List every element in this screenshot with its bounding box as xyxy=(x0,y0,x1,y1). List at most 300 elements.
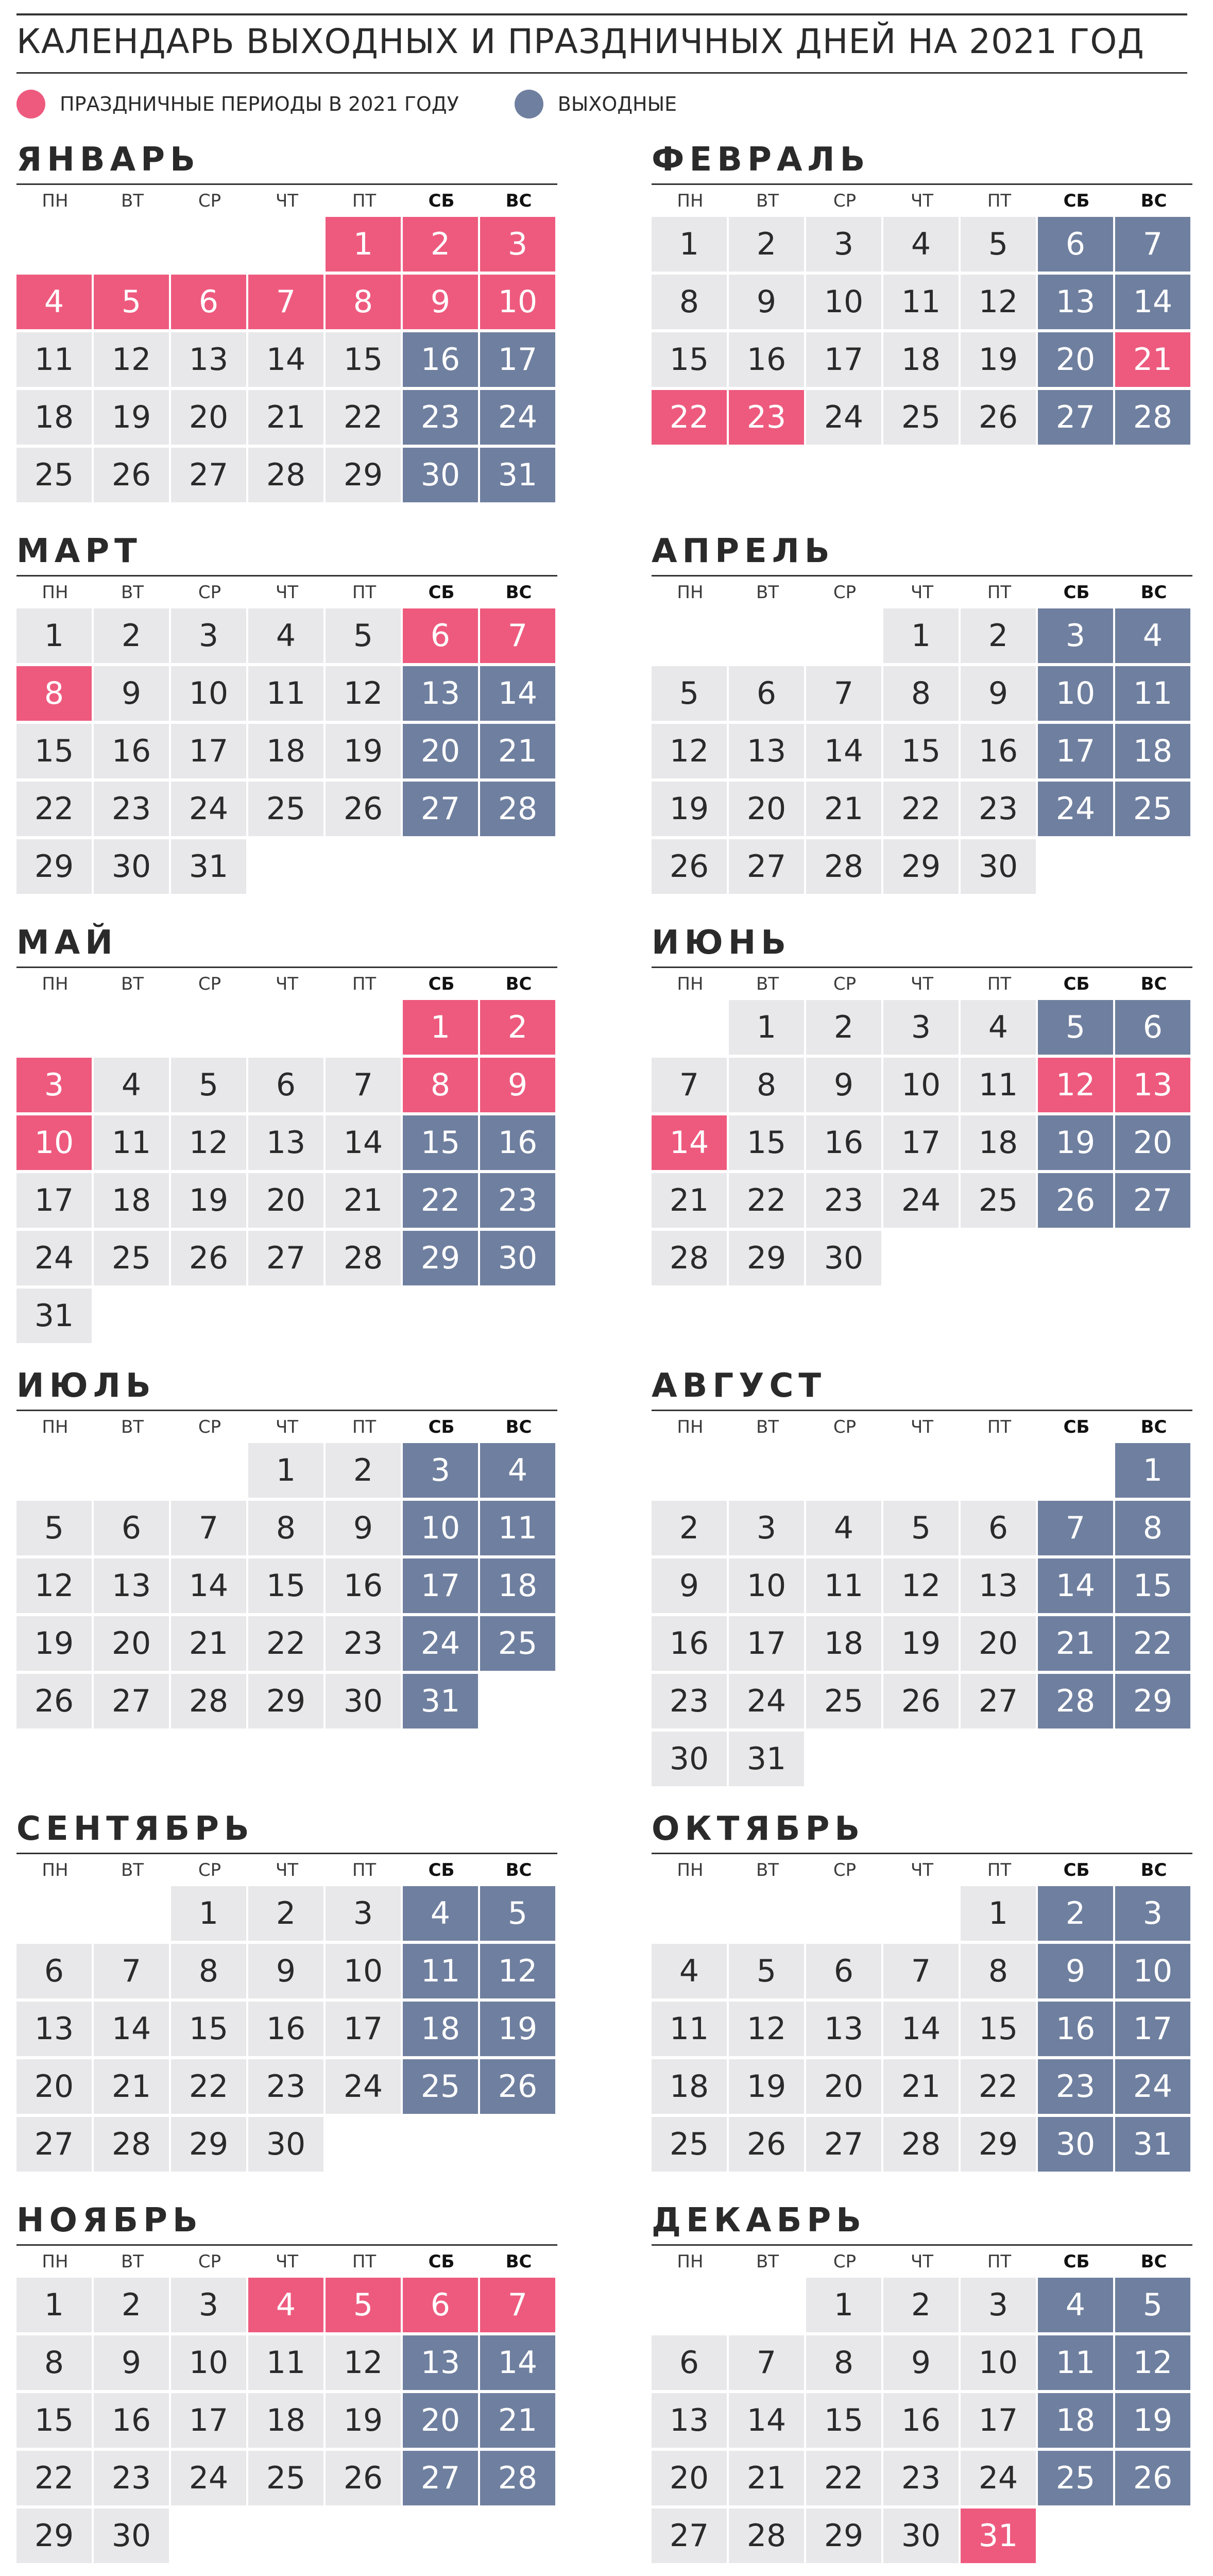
day-grid xyxy=(652,1443,1192,1786)
weekday-label: ЧТ xyxy=(275,2251,299,2272)
weekday-label: ПТ xyxy=(352,191,377,211)
day-cell: 23 xyxy=(961,782,1036,836)
month-name: МАРТ xyxy=(16,532,142,570)
day-cell: 23 xyxy=(806,1173,881,1228)
day-cell: 26 xyxy=(16,1674,92,1728)
weekend-day-cell: 8 xyxy=(1115,1501,1190,1555)
weekend-day-cell: 5 xyxy=(480,1886,555,1941)
day-cell: 21 xyxy=(883,2059,959,2114)
weekday-label: ВТ xyxy=(121,2251,144,2272)
weekday-label: ПН xyxy=(677,974,704,994)
weekday-label: СБ xyxy=(428,974,455,994)
legend-holiday xyxy=(16,90,459,118)
day-cell: 27 xyxy=(171,448,246,502)
day-cell: 26 xyxy=(883,1674,959,1728)
holiday-day-cell: 7 xyxy=(480,2278,555,2332)
weekday-label: ПТ xyxy=(352,1417,377,1437)
holiday-day-cell: 6 xyxy=(171,275,246,329)
weekday-label: СБ xyxy=(1063,191,1090,211)
month-name: СЕНТЯБРЬ xyxy=(16,1810,254,1848)
legend-holiday-label: ПРАЗДНИЧНЫЕ ПЕРИОДЫ В 2021 ГОДУ xyxy=(60,93,459,115)
month-name: ИЮЛЬ xyxy=(16,1367,156,1405)
day-cell: 7 xyxy=(652,1058,727,1112)
day-cell: 12 xyxy=(652,724,727,778)
holiday-day-cell: 6 xyxy=(403,2278,478,2332)
empty-cell xyxy=(94,217,169,272)
day-cell: 31 xyxy=(171,839,246,894)
holiday-day-cell: 8 xyxy=(403,1058,478,1112)
day-cell: 14 xyxy=(326,1115,401,1170)
day-cell: 7 xyxy=(94,1944,169,1998)
empty-cell xyxy=(94,1886,169,1941)
day-cell: 17 xyxy=(883,1115,959,1170)
holiday-day-cell: 5 xyxy=(94,275,169,329)
weekend-day-cell: 12 xyxy=(480,1944,555,1998)
weekday-label: СБ xyxy=(1063,1860,1090,1880)
day-cell: 8 xyxy=(883,666,959,721)
weekday-label: ЧТ xyxy=(910,1860,934,1880)
day-cell: 19 xyxy=(326,2393,401,2448)
day-cell: 27 xyxy=(806,2117,881,2172)
weekday-label: ЧТ xyxy=(275,582,299,603)
holiday-day-cell: 13 xyxy=(1115,1058,1190,1112)
weekend-swatch-icon xyxy=(515,90,543,118)
day-cell: 3 xyxy=(171,608,246,663)
day-grid xyxy=(16,1886,557,2172)
weekend-day-cell: 9 xyxy=(1038,1944,1113,1998)
empty-cell xyxy=(652,2278,727,2332)
weekday-label: СБ xyxy=(1063,2251,1090,2272)
empty-cell xyxy=(961,1443,1036,1498)
day-cell: 24 xyxy=(326,2059,401,2114)
day-cell: 10 xyxy=(171,2335,246,2390)
empty-cell xyxy=(806,1886,881,1941)
weekend-day-cell: 20 xyxy=(1115,1115,1190,1170)
weekday-label: ПН xyxy=(677,2251,704,2272)
day-cell: 20 xyxy=(961,1616,1036,1671)
day-cell: 8 xyxy=(171,1944,246,1998)
day-cell: 28 xyxy=(171,1674,246,1728)
weekend-day-cell: 3 xyxy=(403,1443,478,1498)
day-cell: 2 xyxy=(326,1443,401,1498)
weekend-day-cell: 28 xyxy=(1038,1674,1113,1728)
day-cell: 15 xyxy=(729,1115,804,1170)
weekday-label: СБ xyxy=(428,1860,455,1880)
weekday-label: ВТ xyxy=(121,582,144,603)
weekend-day-cell: 13 xyxy=(403,666,478,721)
weekend-day-cell: 3 xyxy=(1115,1886,1190,1941)
weekday-label: СБ xyxy=(1063,1417,1090,1437)
weekday-label: ВС xyxy=(1140,1860,1167,1880)
day-cell: 21 xyxy=(652,1173,727,1228)
day-cell: 16 xyxy=(729,332,804,387)
day-cell: 25 xyxy=(883,390,959,445)
day-cell: 26 xyxy=(729,2117,804,2172)
day-cell: 29 xyxy=(961,2117,1036,2172)
day-cell: 11 xyxy=(961,1058,1036,1112)
weekday-label: ВС xyxy=(1140,582,1167,603)
day-cell: 22 xyxy=(16,782,92,836)
day-cell: 20 xyxy=(94,1616,169,1671)
weekend-day-cell: 11 xyxy=(480,1501,555,1555)
day-cell: 8 xyxy=(729,1058,804,1112)
day-cell: 19 xyxy=(16,1616,92,1671)
weekend-day-cell: 13 xyxy=(403,2335,478,2390)
day-cell: 18 xyxy=(248,2393,323,2448)
day-cell: 27 xyxy=(961,1674,1036,1728)
weekday-label: СР xyxy=(198,974,221,994)
day-cell: 29 xyxy=(16,2509,92,2563)
weekday-label: ВТ xyxy=(121,1860,144,1880)
day-cell: 20 xyxy=(248,1173,323,1228)
holiday-day-cell: 6 xyxy=(403,608,478,663)
month-name: МАЙ xyxy=(16,924,118,962)
weekday-label: ВС xyxy=(505,974,532,994)
weekend-day-cell: 20 xyxy=(403,724,478,778)
weekday-header xyxy=(652,1411,1192,1443)
day-cell: 29 xyxy=(883,839,959,894)
weekday-label: ВТ xyxy=(121,974,144,994)
weekday-label: ВС xyxy=(505,582,532,603)
weekend-day-cell: 2 xyxy=(1038,1886,1113,1941)
day-cell: 19 xyxy=(326,724,401,778)
weekday-label: СР xyxy=(833,191,857,211)
day-cell: 29 xyxy=(16,839,92,894)
month-name: АПРЕЛЬ xyxy=(652,532,835,570)
weekday-label: ЧТ xyxy=(275,1417,299,1437)
day-cell: 8 xyxy=(806,2335,881,2390)
empty-cell xyxy=(883,1443,959,1498)
day-cell: 25 xyxy=(94,1231,169,1285)
day-cell: 15 xyxy=(16,2393,92,2448)
day-cell: 24 xyxy=(806,390,881,445)
weekday-label: СБ xyxy=(1063,582,1090,603)
day-cell: 2 xyxy=(806,1000,881,1055)
day-cell: 19 xyxy=(652,782,727,836)
day-cell: 9 xyxy=(806,1058,881,1112)
day-cell: 25 xyxy=(248,782,323,836)
holiday-day-cell: 7 xyxy=(248,275,323,329)
weekend-day-cell: 27 xyxy=(403,2451,478,2505)
weekend-day-cell: 22 xyxy=(1115,1616,1190,1671)
holiday-day-cell: 3 xyxy=(16,1058,92,1112)
day-cell: 10 xyxy=(326,1944,401,1998)
weekday-header xyxy=(16,968,557,1000)
empty-cell xyxy=(883,1886,959,1941)
day-cell: 12 xyxy=(883,1558,959,1613)
day-grid xyxy=(16,217,557,502)
day-cell: 5 xyxy=(171,1058,246,1112)
day-cell: 6 xyxy=(94,1501,169,1555)
weekend-day-cell: 17 xyxy=(1038,724,1113,778)
month-block xyxy=(652,922,1192,1285)
day-cell: 13 xyxy=(171,332,246,387)
day-cell: 14 xyxy=(248,332,323,387)
day-cell: 12 xyxy=(326,666,401,721)
weekday-label: ЧТ xyxy=(910,582,934,603)
weekend-day-cell: 27 xyxy=(1115,1173,1190,1228)
weekday-label: СР xyxy=(833,974,857,994)
weekend-day-cell: 13 xyxy=(1038,275,1113,329)
day-cell: 7 xyxy=(729,2335,804,2390)
empty-cell xyxy=(16,1000,92,1055)
day-cell: 29 xyxy=(171,2117,246,2172)
weekend-day-cell: 16 xyxy=(403,332,478,387)
day-cell: 16 xyxy=(883,2393,959,2448)
day-cell: 16 xyxy=(806,1115,881,1170)
day-cell: 1 xyxy=(961,1886,1036,1941)
weekend-day-cell: 16 xyxy=(1038,2002,1113,2056)
weekend-day-cell: 5 xyxy=(1115,2278,1190,2332)
day-cell: 23 xyxy=(248,2059,323,2114)
day-cell: 15 xyxy=(652,332,727,387)
day-cell: 3 xyxy=(806,217,881,272)
day-cell: 16 xyxy=(326,1558,401,1613)
weekday-label: ПН xyxy=(677,1417,704,1437)
weekday-label: ПТ xyxy=(352,1860,377,1880)
day-cell: 21 xyxy=(248,390,323,445)
weekday-label: ПТ xyxy=(987,1417,1012,1437)
day-cell: 4 xyxy=(248,608,323,663)
weekday-header xyxy=(652,2246,1192,2278)
month-block xyxy=(652,531,1192,894)
weekend-day-cell: 28 xyxy=(480,2451,555,2505)
weekday-label: СР xyxy=(198,1417,221,1437)
day-grid xyxy=(652,1886,1192,2172)
day-cell: 12 xyxy=(94,332,169,387)
day-cell: 20 xyxy=(652,2451,727,2505)
day-cell: 14 xyxy=(806,724,881,778)
weekend-day-cell: 19 xyxy=(1115,2393,1190,2448)
holiday-day-cell: 12 xyxy=(1038,1058,1113,1112)
day-cell: 15 xyxy=(883,724,959,778)
day-cell: 11 xyxy=(248,666,323,721)
weekend-day-cell: 10 xyxy=(1038,666,1113,721)
title-underline xyxy=(16,72,1187,74)
weekend-day-cell: 18 xyxy=(1038,2393,1113,2448)
day-cell: 30 xyxy=(883,2509,959,2563)
day-cell: 6 xyxy=(806,1944,881,1998)
holiday-day-cell: 23 xyxy=(729,390,804,445)
day-cell: 12 xyxy=(729,2002,804,2056)
day-cell: 20 xyxy=(16,2059,92,2114)
day-cell: 2 xyxy=(652,1501,727,1555)
empty-cell xyxy=(171,1443,246,1498)
day-cell: 4 xyxy=(806,1501,881,1555)
day-cell: 1 xyxy=(248,1443,323,1498)
weekend-day-cell: 26 xyxy=(1115,2451,1190,2505)
day-cell: 13 xyxy=(729,724,804,778)
weekend-day-cell: 24 xyxy=(403,1616,478,1671)
weekend-day-cell: 7 xyxy=(1115,217,1190,272)
weekday-label: СБ xyxy=(428,1417,455,1437)
weekday-label: СР xyxy=(198,191,221,211)
weekend-day-cell: 18 xyxy=(480,1558,555,1613)
day-cell: 27 xyxy=(94,1674,169,1728)
weekday-label: ВТ xyxy=(121,1417,144,1437)
day-cell: 8 xyxy=(248,1501,323,1555)
day-cell: 10 xyxy=(806,275,881,329)
holiday-day-cell: 14 xyxy=(652,1115,727,1170)
month-block xyxy=(652,139,1192,445)
day-cell: 6 xyxy=(961,1501,1036,1555)
weekday-label: СР xyxy=(833,582,857,603)
day-cell: 18 xyxy=(94,1173,169,1228)
weekday-label: ВС xyxy=(1140,1417,1167,1437)
day-cell: 11 xyxy=(16,332,92,387)
empty-cell xyxy=(652,1886,727,1941)
weekend-day-cell: 17 xyxy=(403,1558,478,1613)
day-cell: 19 xyxy=(171,1173,246,1228)
day-cell: 12 xyxy=(16,1558,92,1613)
day-cell: 26 xyxy=(326,2451,401,2505)
day-cell: 12 xyxy=(171,1115,246,1170)
weekend-day-cell: 20 xyxy=(1038,332,1113,387)
day-cell: 19 xyxy=(94,390,169,445)
day-cell: 22 xyxy=(16,2451,92,2505)
empty-cell xyxy=(729,1443,804,1498)
day-cell: 5 xyxy=(883,1501,959,1555)
weekend-day-cell: 26 xyxy=(480,2059,555,2114)
day-cell: 17 xyxy=(171,2393,246,2448)
weekend-day-cell: 23 xyxy=(480,1173,555,1228)
day-cell: 15 xyxy=(248,1558,323,1613)
holiday-day-cell: 10 xyxy=(480,275,555,329)
weekend-day-cell: 29 xyxy=(1115,1674,1190,1728)
day-cell: 30 xyxy=(806,1231,881,1285)
weekend-day-cell: 21 xyxy=(1038,1616,1113,1671)
day-cell: 25 xyxy=(961,1173,1036,1228)
empty-cell xyxy=(94,1443,169,1498)
holiday-day-cell: 2 xyxy=(403,217,478,272)
day-cell: 9 xyxy=(94,2335,169,2390)
weekend-day-cell: 1 xyxy=(1115,1443,1190,1498)
weekday-label: ВС xyxy=(1140,191,1167,211)
day-cell: 22 xyxy=(806,2451,881,2505)
day-cell: 3 xyxy=(961,2278,1036,2332)
empty-cell xyxy=(1038,1443,1113,1498)
day-cell: 7 xyxy=(171,1501,246,1555)
weekday-label: ПТ xyxy=(987,1860,1012,1880)
day-cell: 6 xyxy=(652,2335,727,2390)
day-cell: 1 xyxy=(16,608,92,663)
holiday-day-cell: 3 xyxy=(480,217,555,272)
day-cell: 21 xyxy=(326,1173,401,1228)
weekend-day-cell: 6 xyxy=(1115,1000,1190,1055)
weekend-day-cell: 16 xyxy=(480,1115,555,1170)
weekday-label: ЧТ xyxy=(910,191,934,211)
day-cell: 21 xyxy=(94,2059,169,2114)
weekend-day-cell: 4 xyxy=(403,1886,478,1941)
day-cell: 25 xyxy=(806,1674,881,1728)
day-cell: 25 xyxy=(16,448,92,502)
day-cell: 1 xyxy=(883,608,959,663)
weekday-label: ВТ xyxy=(756,1860,779,1880)
month-name: ЯНВАРЬ xyxy=(16,141,200,179)
holiday-day-cell: 7 xyxy=(480,608,555,663)
day-cell: 23 xyxy=(326,1616,401,1671)
day-cell: 3 xyxy=(326,1886,401,1941)
day-cell: 21 xyxy=(806,782,881,836)
day-cell: 24 xyxy=(16,1231,92,1285)
day-grid xyxy=(16,1000,557,1343)
day-cell: 23 xyxy=(652,1674,727,1728)
day-cell: 5 xyxy=(326,608,401,663)
month-block xyxy=(16,1365,557,1728)
day-cell: 20 xyxy=(171,390,246,445)
day-cell: 28 xyxy=(806,839,881,894)
day-cell: 24 xyxy=(171,782,246,836)
day-cell: 22 xyxy=(326,390,401,445)
day-cell: 7 xyxy=(326,1058,401,1112)
weekday-label: ПТ xyxy=(987,2251,1012,2272)
empty-cell xyxy=(16,1886,92,1941)
holiday-day-cell: 1 xyxy=(326,217,401,272)
holiday-day-cell: 1 xyxy=(403,1000,478,1055)
weekday-label: ПН xyxy=(42,1860,69,1880)
month-block xyxy=(16,531,557,894)
month-block xyxy=(652,1365,1192,1786)
day-cell: 30 xyxy=(94,839,169,894)
day-cell: 1 xyxy=(652,217,727,272)
day-grid xyxy=(16,1443,557,1728)
day-cell: 5 xyxy=(729,1944,804,1998)
empty-cell xyxy=(729,608,804,663)
weekday-label: СБ xyxy=(428,582,455,603)
holiday-day-cell: 8 xyxy=(326,275,401,329)
day-cell: 3 xyxy=(883,1000,959,1055)
weekend-day-cell: 21 xyxy=(480,724,555,778)
weekday-label: ВТ xyxy=(756,582,779,603)
holiday-day-cell: 10 xyxy=(16,1115,92,1170)
day-cell: 19 xyxy=(729,2059,804,2114)
day-cell: 9 xyxy=(729,275,804,329)
day-cell: 10 xyxy=(171,666,246,721)
empty-cell xyxy=(248,217,323,272)
weekend-day-cell: 4 xyxy=(1038,2278,1113,2332)
day-cell: 13 xyxy=(806,2002,881,2056)
day-cell: 27 xyxy=(729,839,804,894)
day-cell: 14 xyxy=(729,2393,804,2448)
weekday-label: ПТ xyxy=(987,582,1012,603)
day-cell: 22 xyxy=(961,2059,1036,2114)
weekend-day-cell: 6 xyxy=(1038,217,1113,272)
weekend-day-cell: 14 xyxy=(1038,1558,1113,1613)
weekday-label: ЧТ xyxy=(275,1860,299,1880)
day-grid xyxy=(652,217,1192,445)
day-cell: 18 xyxy=(806,1616,881,1671)
day-cell: 4 xyxy=(652,1944,727,1998)
day-cell: 2 xyxy=(94,608,169,663)
legend-weekend-label: ВЫХОДНЫЕ xyxy=(557,93,677,115)
holiday-day-cell: 8 xyxy=(16,666,92,721)
day-cell: 2 xyxy=(729,217,804,272)
weekend-day-cell: 31 xyxy=(1115,2117,1190,2172)
day-cell: 13 xyxy=(961,1558,1036,1613)
day-cell: 19 xyxy=(961,332,1036,387)
weekend-day-cell: 3 xyxy=(1038,608,1113,663)
weekday-label: ПН xyxy=(42,2251,69,2272)
day-cell: 17 xyxy=(806,332,881,387)
day-cell: 21 xyxy=(729,2451,804,2505)
day-cell: 15 xyxy=(806,2393,881,2448)
day-grid xyxy=(652,608,1192,894)
weekday-label: ВС xyxy=(505,1860,532,1880)
day-cell: 1 xyxy=(171,1886,246,1941)
page-title: КАЛЕНДАРЬ ВЫХОДНЫХ И ПРАЗДНИЧНЫХ ДНЕЙ НА 2021 ГОД xyxy=(16,22,1144,61)
holiday-swatch-icon xyxy=(16,90,45,118)
day-cell: 28 xyxy=(248,448,323,502)
